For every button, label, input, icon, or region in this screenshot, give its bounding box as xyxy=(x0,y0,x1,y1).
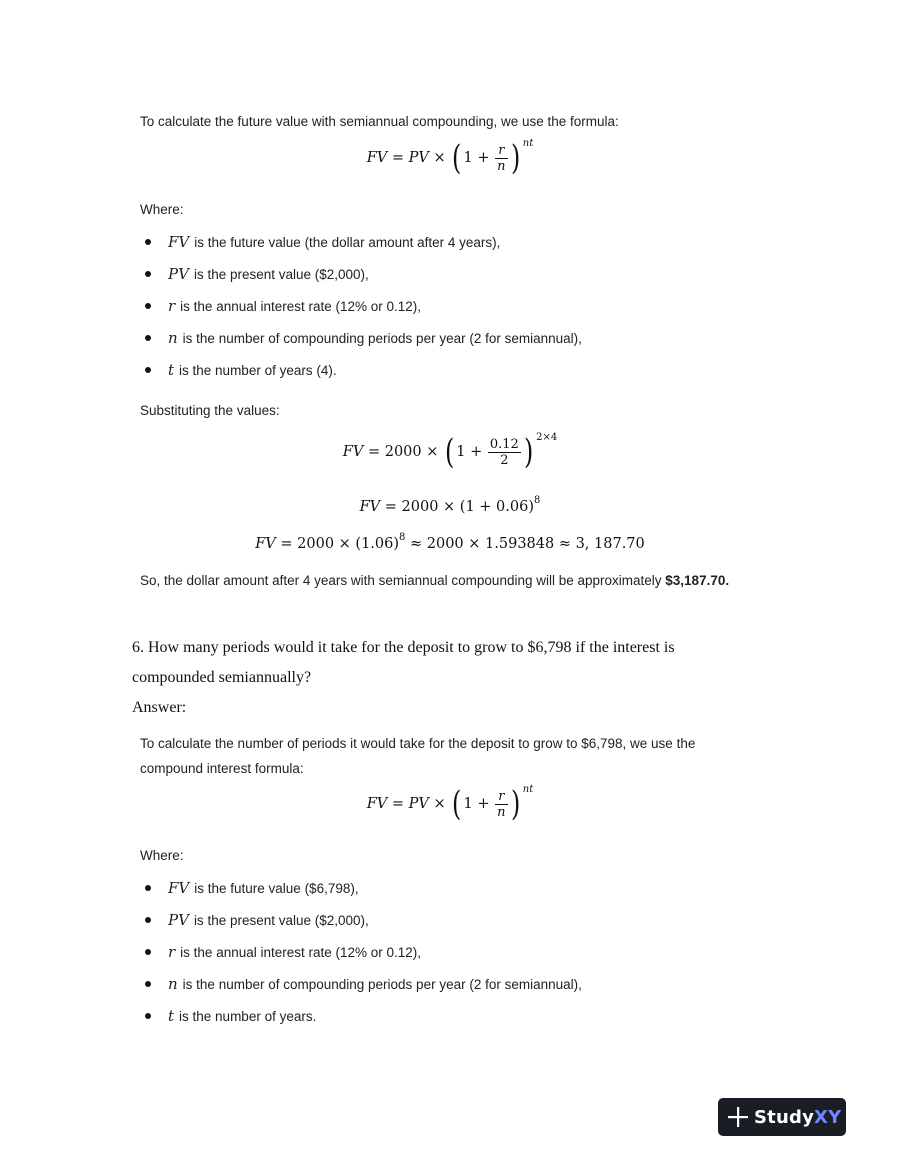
substitution-line-3: FV = $2000 \times (1.06)^8 \approx 2000 \times 1.593848 \approx 3$, 187.70 xyxy=(255,532,645,552)
intro-text: To calculate the future value with semiannual compounding, we use the formula: xyxy=(140,114,619,129)
list-item: FV is the future value ($6,798), xyxy=(140,879,582,911)
list-item: FV is the future value (the dollar amount after 4 years), xyxy=(140,233,582,265)
studyxy-logo xyxy=(718,1098,846,1136)
logo-text: StudyXY xyxy=(754,1106,842,1128)
intro-text-2-line-2: compound interest formula: xyxy=(140,761,304,776)
formula-fv-2: FV = PV × ( 1 + $\frac{r}{n}$ ) $^{nt}$ xyxy=(366,784,534,824)
question-line-1: 6. How many periods would it take for the deposit to grow to $6,798 if the interest is xyxy=(132,639,675,656)
list-item: n is the number of compounding periods per year (2 for semiannual), xyxy=(140,329,582,361)
question-line-2: compounded semiannually? xyxy=(132,669,312,686)
list-item: n is the number of compounding periods per year (2 for semiannual), xyxy=(140,975,582,1007)
conclusion-value: $3,187.70. xyxy=(665,573,730,588)
formula-fv: FV = PV × ( 1 + $\frac{r}{n}$ ) $^{nt}$ xyxy=(366,138,534,178)
conclusion-text: So, the dollar amount after 4 years with semiannual compounding will be approximately $3,187.70. xyxy=(140,573,730,588)
plus-icon xyxy=(727,1106,749,1128)
answer-label: Answer: xyxy=(132,699,187,716)
list-item: r is the annual interest rate (12% or 0.12), xyxy=(140,943,582,975)
list-item: PV is the present value ($2,000), xyxy=(140,911,582,943)
definition-list xyxy=(140,233,582,393)
where-label-2: Where: xyxy=(140,848,184,863)
list-item: r is the annual interest rate (12% or 0.12), xyxy=(140,297,582,329)
substituting-label: Substituting the values: xyxy=(140,403,280,418)
substitution-line-2: FV = $2000 \times (1 + 0.06)^8$ xyxy=(359,495,541,515)
definition-list-2 xyxy=(140,879,582,1039)
where-label: Where: xyxy=(140,202,184,217)
list-item: t is the number of years. xyxy=(140,1007,582,1039)
list-item: t is the number of years (4). xyxy=(140,361,582,393)
substitution-line-1: FV = 2000 × ( 1 + $\frac{0.12}{2}$ ) $^{2\times 4}$ xyxy=(342,432,558,472)
list-item: PV is the present value ($2,000), xyxy=(140,265,582,297)
intro-text-2-line-1: To calculate the number of periods it would take for the deposit to grow to $6,798, we use the xyxy=(140,736,696,751)
